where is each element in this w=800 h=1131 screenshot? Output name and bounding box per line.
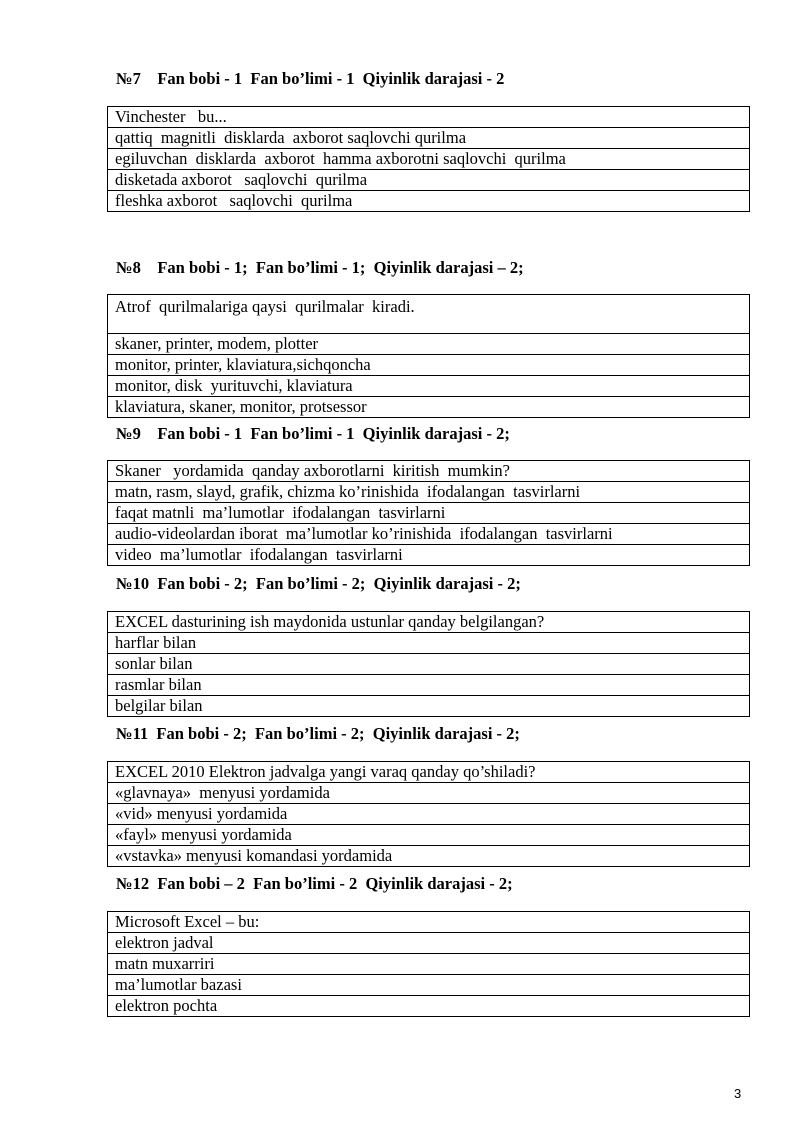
question-7-option-1: qattiq magnitli disklarda axborot saqlovchi qurilma [108,128,750,149]
question-7-text: Vinchester bu... [108,107,750,128]
question-10-header: №10 Fan bobi - 2; Fan bo’limi - 2; Qiyinlik darajasi - 2; [116,574,521,593]
question-9-text: Skaner yordamida qanday axborotlarni kiritish mumkin? [108,461,750,482]
question-12-header: №12 Fan bobi – 2 Fan bo’limi - 2 Qiyinlik darajasi - 2; [116,874,513,893]
question-9-table [107,460,750,566]
question-11-text: EXCEL 2010 Elektron jadvalga yangi varaq qanday qo’shiladi? [108,762,750,783]
question-12-option-4: elektron pochta [108,996,750,1017]
question-9-option-3: audio-videolardan iborat ma’lumotlar ko’rinishida ifodalangan tasvirlarni [108,524,750,545]
question-8-header: №8 Fan bobi - 1; Fan bo’limi - 1; Qiyinlik darajasi – 2; [116,258,524,277]
question-11-option-4: «vstavka» menyusi komandasi yordamida [108,846,750,867]
question-10-option-3: rasmlar bilan [108,675,750,696]
question-10-table [107,611,750,717]
question-8-option-3: monitor, disk yurituvchi, klaviatura [108,376,750,397]
question-7-option-4: fleshka axborot saqlovchi qurilma [108,191,750,212]
question-11-header: №11 Fan bobi - 2; Fan bo’limi - 2; Qiyinlik darajasi - 2; [116,724,520,743]
question-11-option-1: «glavnaya» menyusi yordamida [108,783,750,804]
question-11-table [107,761,750,867]
question-7-option-3: disketada axborot saqlovchi qurilma [108,170,750,191]
question-8-option-1: skaner, printer, modem, plotter [108,334,750,355]
question-11-option-2: «vid» menyusi yordamida [108,804,750,825]
question-9-option-2: faqat matnli ma’lumotlar ifodalangan tasvirlarni [108,503,750,524]
question-7-header: №7 Fan bobi - 1 Fan bo’limi - 1 Qiyinlik darajasi - 2 [116,69,505,88]
question-12-text: Microsoft Excel – bu: [108,912,750,933]
question-7-table [107,106,750,212]
question-11-option-3: «fayl» menyusi yordamida [108,825,750,846]
page-number: 3 [734,1086,742,1101]
question-9-option-4: video ma’lumotlar ifodalangan tasvirlarni [108,545,750,566]
question-8-table [107,294,750,418]
question-12-table [107,911,750,1017]
question-10-option-2: sonlar bilan [108,654,750,675]
question-8-option-4: klaviatura, skaner, monitor, protsessor [108,397,750,418]
question-10-option-4: belgilar bilan [108,696,750,717]
question-10-option-1: harflar bilan [108,633,750,654]
question-9-header: №9 Fan bobi - 1 Fan bo’limi - 1 Qiyinlik darajasi - 2; [116,424,510,443]
question-8-option-2: monitor, printer, klaviatura,sichqoncha [108,355,750,376]
question-8-text: Atrof qurilmalariga qaysi qurilmalar kiradi. [108,295,750,334]
question-12-option-2: matn muxarriri [108,954,750,975]
question-7-option-2: egiluvchan disklarda axborot hamma axborotni saqlovchi qurilma [108,149,750,170]
question-12-option-1: elektron jadval [108,933,750,954]
question-12-option-3: ma’lumotlar bazasi [108,975,750,996]
question-10-text: EXCEL dasturining ish maydonida ustunlar qanday belgilangan? [108,612,750,633]
question-9-option-1: matn, rasm, slayd, grafik, chizma ko’rinishida ifodalangan tasvirlarni [108,482,750,503]
